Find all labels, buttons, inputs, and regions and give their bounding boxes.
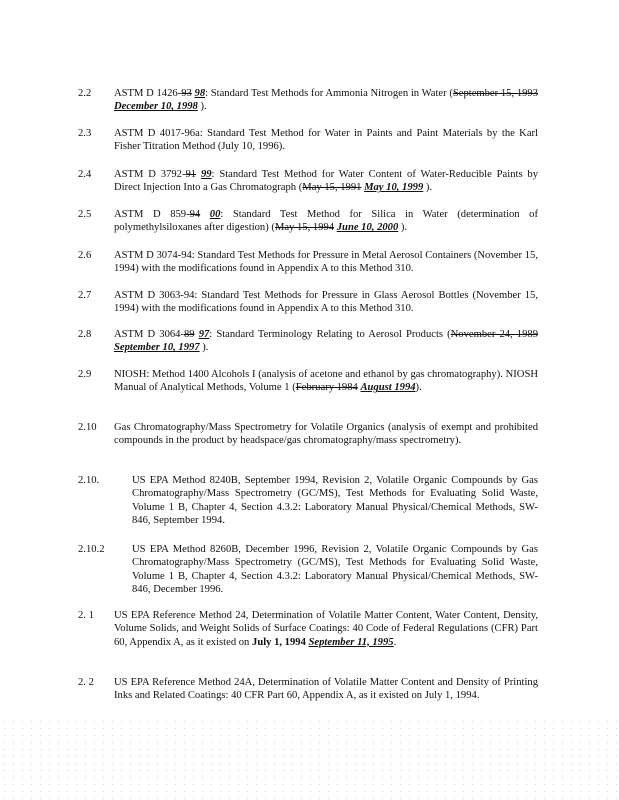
section-number: 2.7 bbox=[78, 290, 92, 301]
text-run: : Standard Test Method for Water Content of Water-Reducible Paints by Direct Injection Into a Gas Chromatograph ( bbox=[114, 169, 539, 194]
text-run: . bbox=[393, 636, 397, 648]
text-run: US EPA Reference Method 24A, Determination of Volatile Matter Content and Density of Printing Inks and Related Coatings: 40 CFR Part 60, Appendix A, as it existed on July 1, 1994. bbox=[114, 677, 538, 702]
text-run: ). bbox=[423, 182, 433, 194]
text-run: ASTM D 4017-96a: Standard Test Method for Water in Paints and Paint Materials by the Karl Fisher Titration Method (July 10, 1996). bbox=[114, 128, 538, 153]
section-2-4 bbox=[78, 168, 538, 195]
section-text bbox=[114, 289, 538, 316]
section-2-5 bbox=[78, 208, 538, 235]
section-2-3 bbox=[78, 127, 538, 154]
section-2-7 bbox=[78, 289, 538, 316]
scan-noise bbox=[0, 718, 619, 800]
inserted-text: May 10, 1999 bbox=[364, 182, 424, 194]
section-text bbox=[114, 168, 538, 195]
text-run: US EPA Method 8260B, December 1996, Revision 2, Volatile Organic Compounds by Gas Chromatography/Mass Spectrometry (GC/MS), Test Methods for Evaluating Solid Waste, Volume 1 B, Chapter 4, Section 4.3.2: Laboratory Manual Physical/Chemical Methods, SW-846, December 1996. bbox=[132, 544, 538, 596]
section-text bbox=[114, 87, 538, 114]
section-2-11 bbox=[78, 609, 538, 649]
section-2-9 bbox=[78, 368, 538, 395]
section-text bbox=[114, 609, 538, 649]
section-text bbox=[132, 543, 538, 597]
section-text bbox=[132, 474, 538, 528]
text-run: US EPA Reference Method 24, Determination of Volatile Matter Content, Water Content, Density, Volume Solids, and Weight Solids of Surface Coatings: 40 Code of Federal Regulations (CFR) Part 60, Appendix A, as it existed on bbox=[114, 610, 538, 648]
text-run: Gas Chromatography/Mass Spectrometry for Volatile Organics (analysis of exempt and prohibited compounds in the product by headspace/gas chromatography/mass spectrometry). bbox=[114, 422, 538, 447]
section-number: 2.10. bbox=[78, 475, 100, 486]
inserted-text: June 10, 2000 bbox=[336, 222, 399, 234]
section-number: 2. 1 bbox=[78, 610, 94, 621]
section-text bbox=[114, 368, 538, 395]
deleted-text: May 15, 1994 bbox=[274, 222, 335, 234]
text-run: NIOSH: Method 1400 Alcohols I (analysis of acetone and ethanol by gas chromatography). NIOSH Manual of Analytical Methods, Volume 1 ( bbox=[114, 369, 538, 394]
section-number: 2.9 bbox=[78, 369, 92, 380]
deleted-text: September 15, 1993 bbox=[452, 88, 539, 99]
section-2-12 bbox=[78, 676, 538, 703]
section-number: 2.10 bbox=[78, 422, 97, 433]
section-number: 2.10.2 bbox=[78, 544, 105, 555]
inserted-text: 97 bbox=[198, 329, 210, 340]
inserted-text: December 10, 1998 bbox=[114, 101, 198, 113]
deleted-text: 93 bbox=[181, 88, 192, 99]
inserted-text: 99 bbox=[200, 169, 212, 180]
text-run: ASTM D 3064- bbox=[114, 329, 184, 340]
deleted-text: 94 bbox=[189, 209, 201, 220]
text-run: ). bbox=[415, 382, 422, 394]
section-number: 2.5 bbox=[78, 209, 92, 220]
section-number: 2.4 bbox=[78, 169, 92, 180]
section-2-10-1 bbox=[78, 474, 538, 528]
bold-text: July 1, 1994 bbox=[252, 636, 306, 648]
section-text bbox=[114, 249, 538, 276]
text-run: : Standard Terminology Relating to Aerosol Products ( bbox=[209, 329, 451, 340]
text-run: : Standard Test Methods for Ammonia Nitrogen in Water ( bbox=[205, 88, 453, 99]
section-number: 2.3 bbox=[78, 128, 92, 139]
text-run bbox=[200, 209, 210, 220]
section-text bbox=[114, 208, 538, 235]
text-run: ASTM D 3063-94: Standard Test Methods for Pressure in Glass Aerosol Bottles (November 15, 1994) with the modifications found in Appendix A to this Method 310. bbox=[114, 290, 538, 315]
section-number: 2.2 bbox=[78, 88, 92, 99]
text-run: ASTM D 3792- bbox=[114, 169, 186, 180]
section-text bbox=[114, 127, 538, 154]
text-run: : Standard Test Method for Silica in Water (determination of polymethylsiloxanes after digestion) ( bbox=[114, 209, 538, 234]
deleted-text: November 24, 1989 bbox=[450, 329, 538, 340]
text-run: ). bbox=[197, 101, 207, 113]
text-run: ). bbox=[398, 222, 408, 234]
deleted-text: 89 bbox=[184, 329, 195, 340]
text-run: ASTM D 1426- bbox=[114, 88, 182, 99]
section-2-6 bbox=[78, 249, 538, 276]
section-2-10 bbox=[78, 421, 538, 448]
text-run: ASTM D 3074-94: Standard Test Methods for Pressure in Metal Aerosol Containers (November 15, 1994) with the modifications found in Appendix A to this Method 310. bbox=[114, 250, 538, 275]
section-2-2 bbox=[78, 87, 538, 114]
inserted-text: September 10, 1997 bbox=[114, 342, 200, 354]
section-2-8 bbox=[78, 328, 538, 355]
section-number: 2. 2 bbox=[78, 677, 94, 688]
deleted-text: May 15, 1991 bbox=[302, 182, 362, 194]
inserted-text: September 11, 1995 bbox=[308, 636, 394, 648]
inserted-text: 00 bbox=[209, 209, 221, 220]
inserted-text: August 1994 bbox=[360, 382, 416, 394]
section-text bbox=[114, 676, 538, 703]
deleted-text: February 1984 bbox=[295, 382, 358, 394]
text-run: US EPA Method 8240B, September 1994, Revision 2, Volatile Organic Compounds by Gas Chromatography/Mass Spectrometry (GC/MS), Test Methods for Evaluating Solid Waste, Volume 1 B, Chapter 4, Section 4.3.2: Laboratory Manual Physical/Chemical Methods, SW-846, September 1994. bbox=[132, 475, 538, 527]
section-2-10-2 bbox=[78, 543, 538, 597]
section-number: 2.6 bbox=[78, 250, 92, 261]
section-text bbox=[114, 421, 538, 448]
text-run: ASTM D 859- bbox=[114, 209, 190, 220]
inserted-text: 98 bbox=[194, 88, 206, 99]
deleted-text: 91 bbox=[185, 169, 197, 180]
text-run: ). bbox=[199, 342, 209, 354]
section-text bbox=[114, 328, 538, 355]
section-number: 2.8 bbox=[78, 329, 92, 340]
